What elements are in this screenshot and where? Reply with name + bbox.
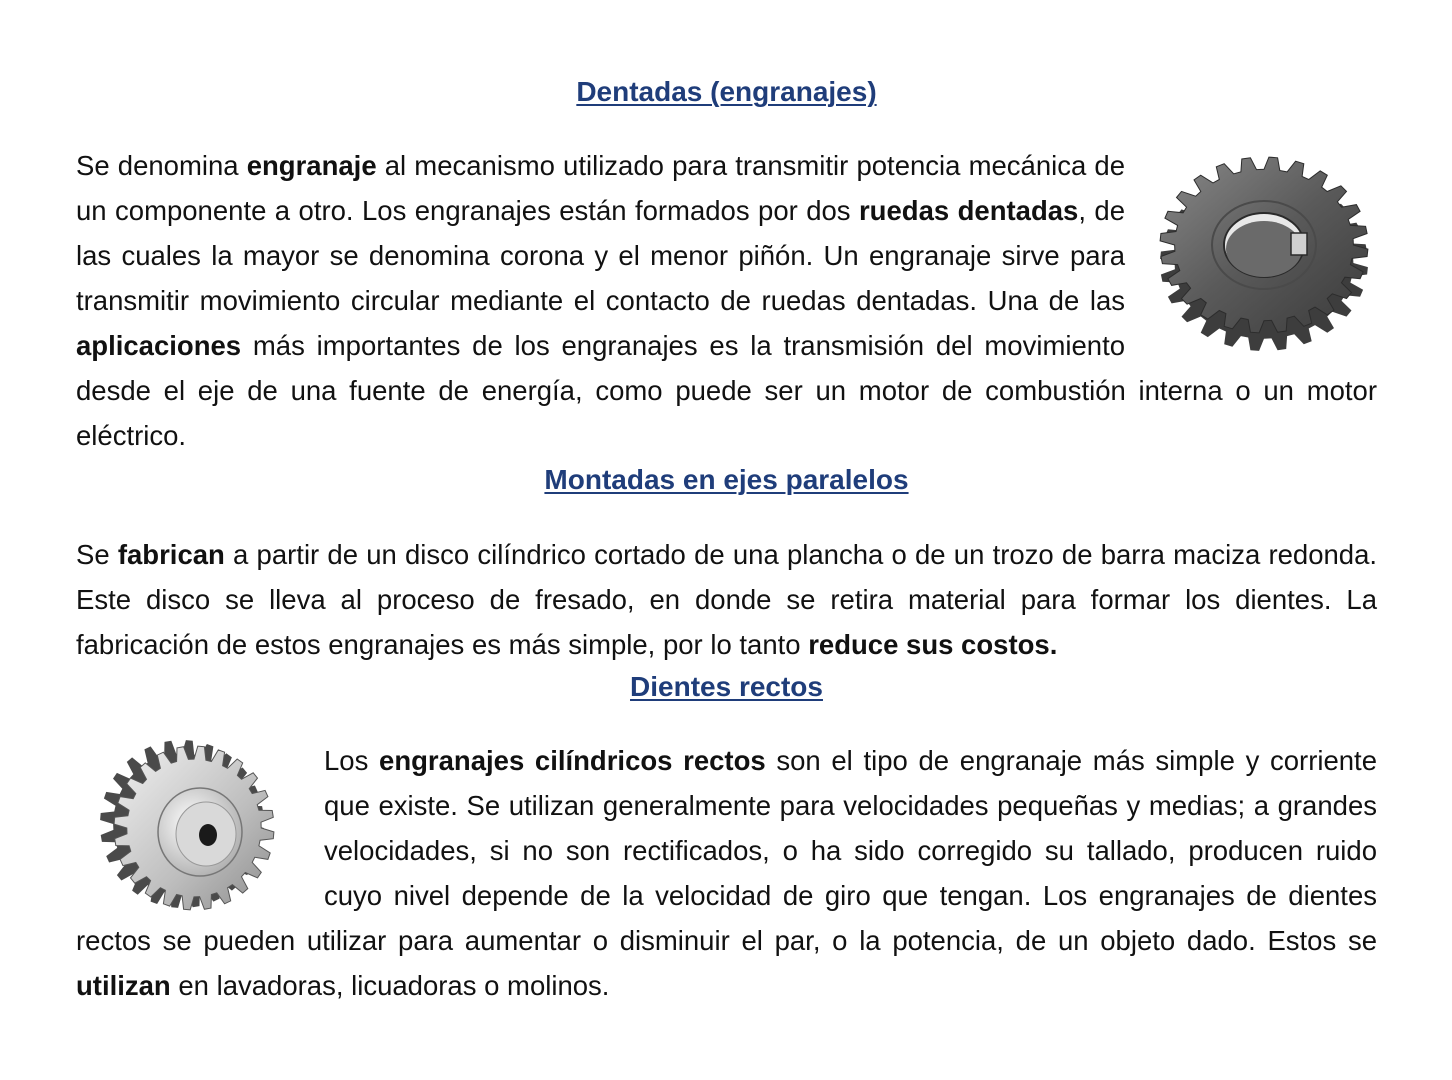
spur-gear-image — [90, 732, 288, 912]
paragraph-engranaje: Se denomina engranaje al mecanismo utilizado para transmitir potencia mecánica de un componente a otro. Los engranajes están formados por dos ruedas dentadas, de las cuales la mayor se denomina corona y el menor piñón. Un engranaje sirve para transmitir movimiento circular mediante el contacto de ruedas dentadas. Una de las aplicaciones más importantes de los engranajes es la transmisión del movimiento desde el eje de una fuente de energía, como puede ser un motor de combustión interna o un motor eléctrico. — [76, 143, 1377, 458]
gear-image — [1151, 145, 1377, 365]
paragraph-fabricacion: Se fabrican a partir de un disco cilíndrico cortado de una plancha o de un trozo de barra maciza redonda. Este disco se lleva al proceso de fresado, en donde se retira material para formar los dientes. La fabricación de estos engranajes es más simple, por lo tanto reduce sus costos. — [76, 539, 1378, 660]
spur-gear-icon — [90, 732, 288, 912]
paragraph-dientes-rectos: Los engranajes cilíndricos rectos son el tipo de engranaje más simple y corriente que existe. Se utilizan generalmente para velocidades pequeñas y medias; a grandes velocidades, si no son rectificados, o ha sido corregido su tallado, producen ruido cuyo nivel depende de la velocidad de giro que tengan. Los engranajes de dientes rectos se pueden utilizar para aumentar o disminuir el par, o la potencia, de un objeto dado. Estos se utilizan en lavadoras, licuadoras o molinos. — [76, 738, 1377, 1008]
heading-dientes-rectos: Dientes rectos — [630, 671, 823, 702]
heading-ejes-paralelos: Montadas en ejes paralelos — [544, 464, 909, 495]
gear-icon — [1151, 145, 1377, 365]
heading-dentadas: Dentadas (engranajes) — [576, 76, 877, 107]
